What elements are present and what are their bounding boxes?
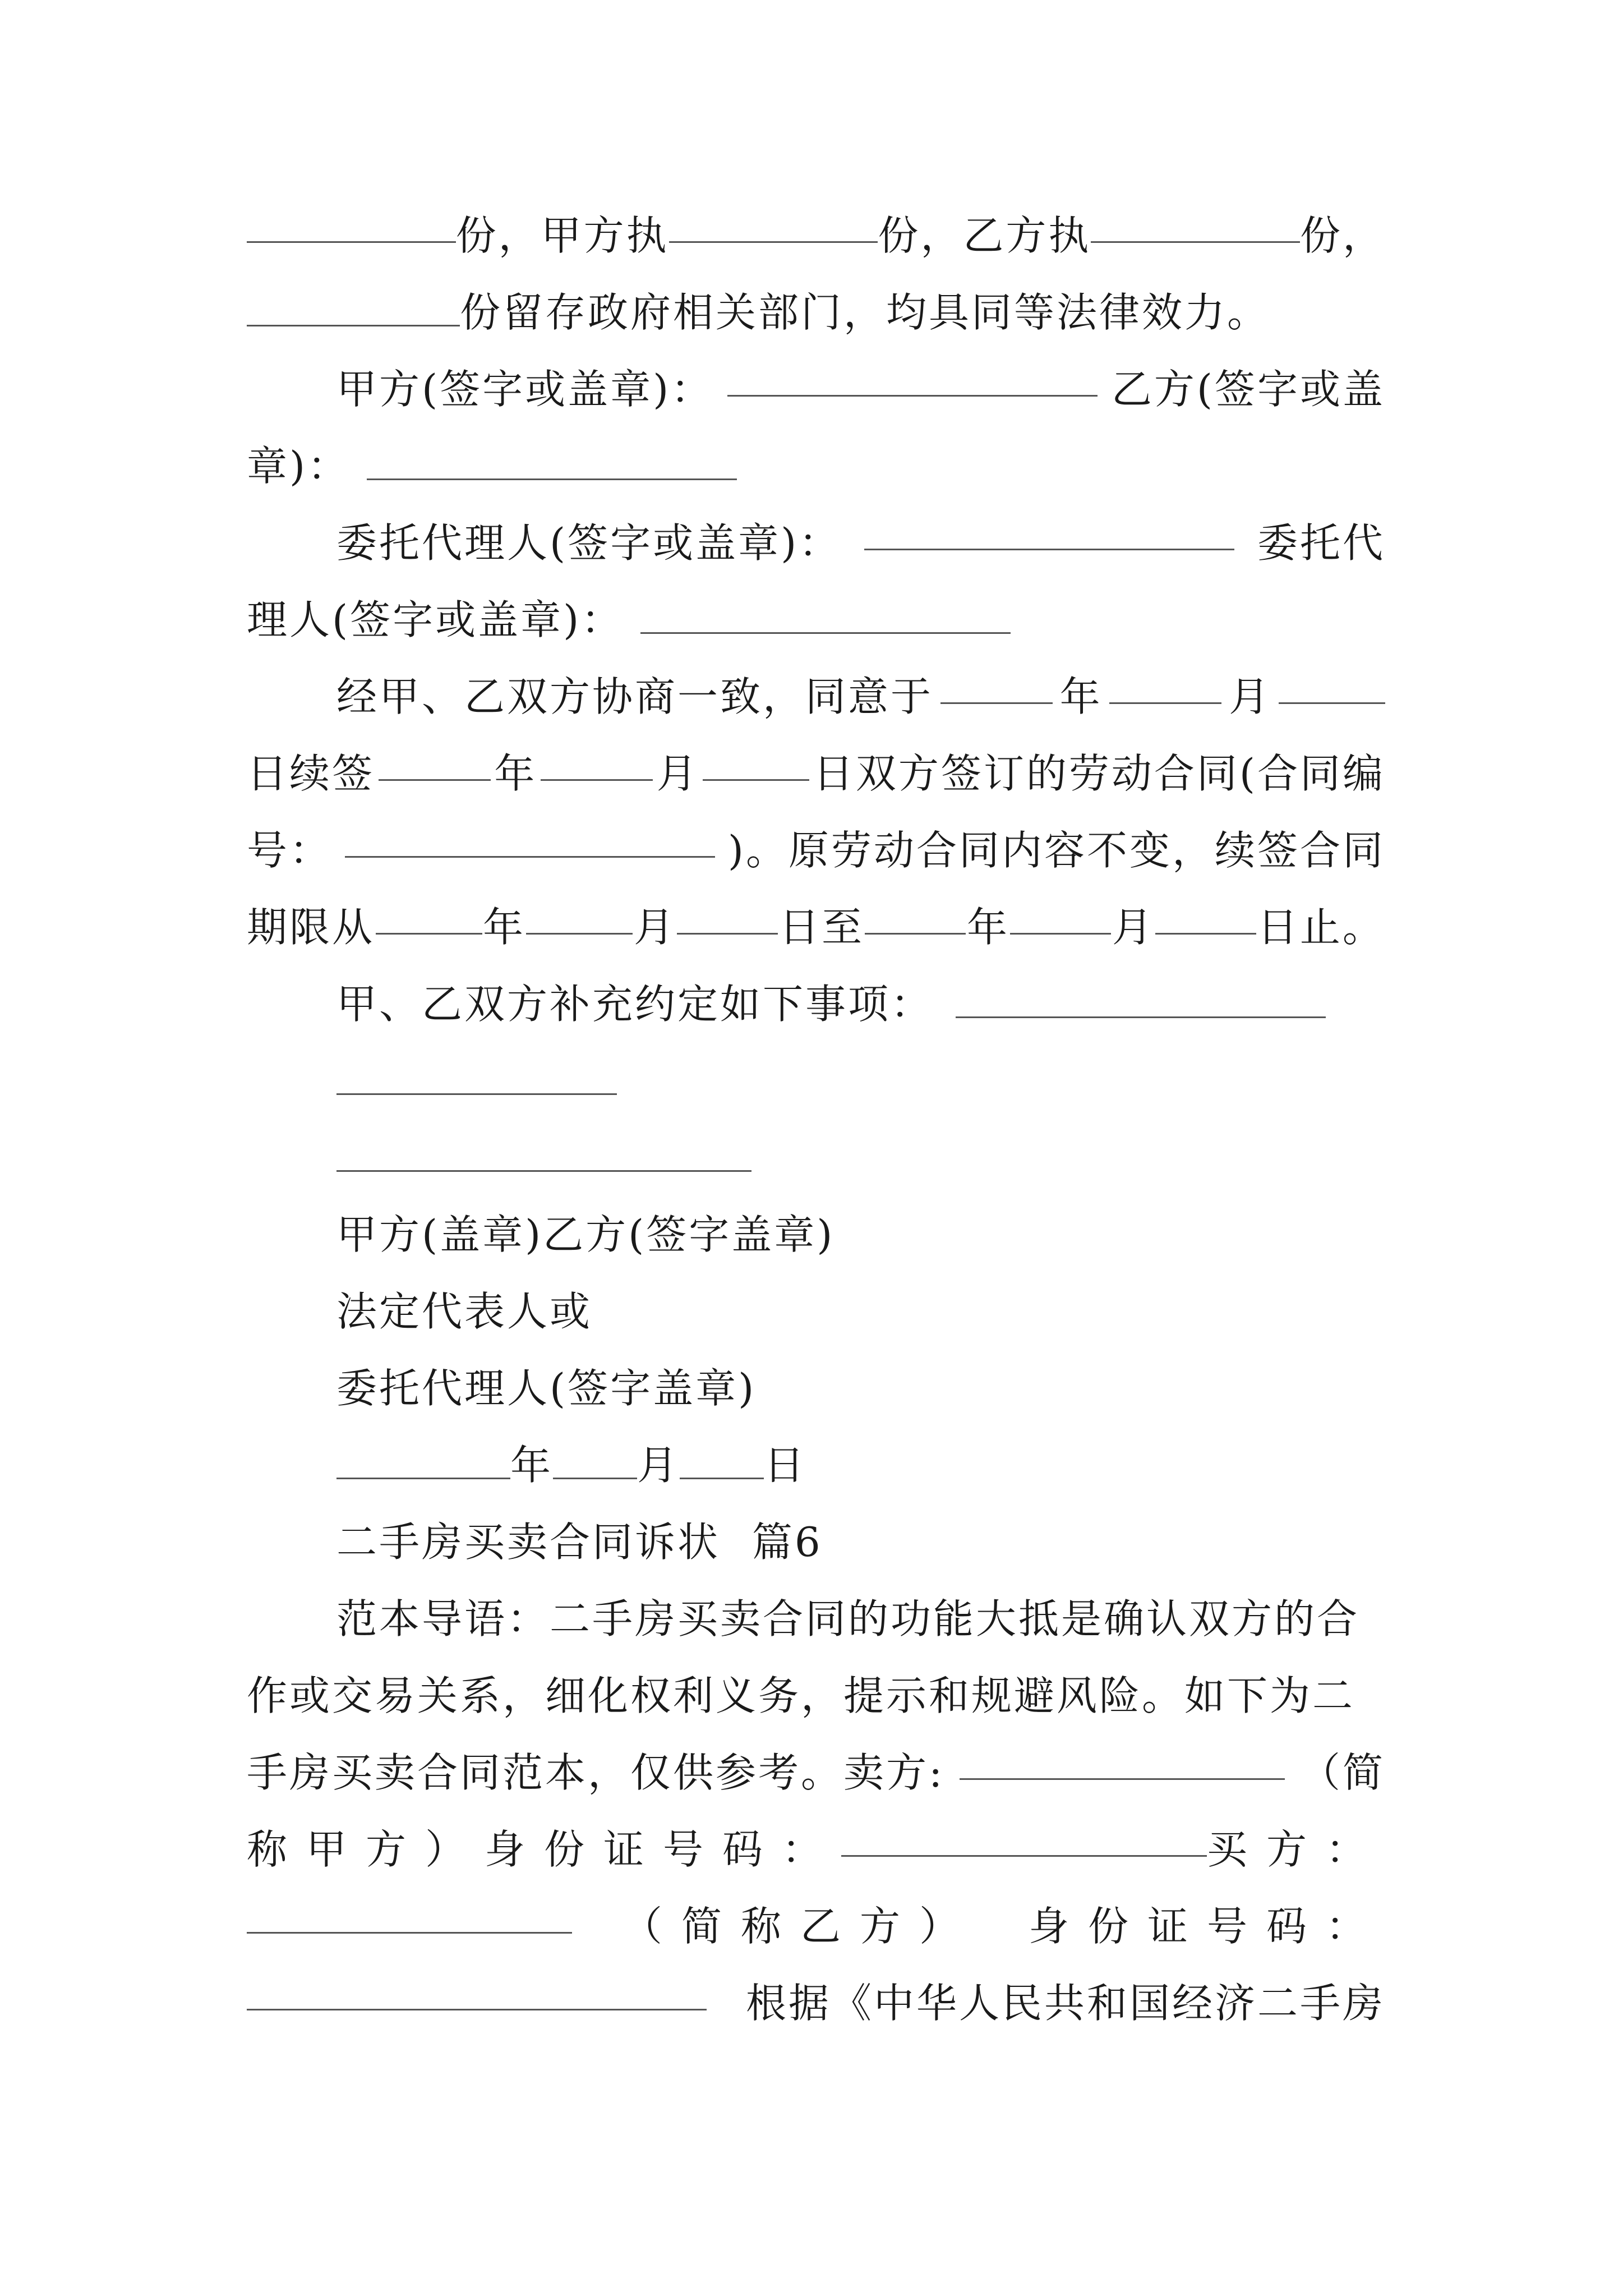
blank-line [1010, 899, 1111, 935]
blank-line [727, 361, 1098, 397]
text-span: 年 [1059, 673, 1103, 720]
text-span: 号： [247, 827, 333, 874]
blank-line [680, 1444, 764, 1479]
text-span: 称甲方） [247, 1826, 485, 1873]
text-span: 日续签 [247, 750, 375, 797]
blank-line [336, 1137, 751, 1172]
text-line: 范本导语：二手房买卖合同的功能大抵是确认双方的合 [336, 1595, 1360, 1642]
signature-line: 法定代表人或 [336, 1288, 593, 1335]
text-span: 年 [494, 750, 537, 797]
blank-line [865, 899, 966, 935]
blank-line [960, 1745, 1285, 1780]
text-span: 份留存政府相关部门，均具同等法律效力。 [460, 289, 1270, 336]
text-span: 理人(签字或盖章)： [247, 596, 624, 643]
text-span: 经甲、乙双方协商一致，同意于 [336, 673, 934, 720]
text-line [336, 361, 1385, 417]
blank-line [703, 746, 809, 781]
text-span: 日至 [778, 904, 864, 951]
text-line [247, 438, 1385, 494]
blank-line [336, 1060, 617, 1095]
blank-line [956, 983, 1326, 1018]
text-span: 手房买卖合同范本，仅供参考。卖方: [247, 1749, 945, 1796]
text-span: 月 [656, 750, 699, 797]
text-span: 身份证号码： [485, 1826, 842, 1873]
text-span: 月 [1112, 904, 1155, 951]
blank-line [345, 822, 715, 858]
text-span: 月 [637, 1442, 680, 1489]
text-line [247, 1898, 1385, 1954]
text-line [247, 899, 1385, 955]
text-span: 日止。 [1257, 904, 1385, 951]
signature-line: 甲方(盖章)乙方(签字盖章) [336, 1211, 835, 1258]
blank-line [1091, 208, 1300, 243]
text-span: 买方： [1206, 1826, 1385, 1873]
blank-line [864, 515, 1234, 550]
blank-line [376, 899, 482, 935]
text-line [247, 208, 1385, 264]
text-span: 甲方(签字或盖章)： [336, 366, 714, 413]
text-line [336, 976, 1385, 1032]
text-span: 年 [510, 1442, 554, 1489]
text-span: 年 [966, 904, 1009, 951]
text-line [247, 1821, 1385, 1878]
blank-line [336, 1444, 510, 1479]
blank-line [247, 208, 456, 243]
text-line [336, 515, 1385, 571]
text-span: 月 [633, 904, 676, 951]
section-heading [336, 1514, 1385, 1570]
text-span: 期限从 [247, 904, 375, 951]
text-line [247, 822, 1385, 878]
text-span: )。原劳动合同内容不变，续签合同 [727, 827, 1385, 874]
date-line [336, 1437, 1385, 1493]
text-span: 根据《中华人民共和国经济二手房 [745, 1980, 1385, 2027]
text-line [247, 746, 1385, 802]
heading-text: 二手房买卖合同诉状 [336, 1519, 721, 1566]
text-span: （简 [1299, 1749, 1385, 1796]
blank-line [1109, 669, 1221, 704]
blank-line [526, 899, 633, 935]
blank-line [841, 1821, 1207, 1857]
text-span: 日双方签订的劳动合同(合同编 [813, 750, 1385, 797]
blank-line [247, 1898, 572, 1934]
blank-row [336, 1130, 1385, 1186]
text-span: 份，乙方执 [878, 212, 1091, 259]
blank-line [1155, 899, 1256, 935]
text-span: 甲、乙双方补充约定如下事项： [336, 981, 934, 1028]
text-span: 年 [482, 904, 525, 951]
text-span: （简称乙方） [621, 1903, 979, 1950]
text-line: 作或交易关系，细化权利义务，提示和规避风险。如下为二 [247, 1672, 1355, 1719]
blank-line [247, 1975, 707, 2010]
blank-line [553, 1444, 637, 1479]
signature-line: 委托代理人(签字盖章) [336, 1365, 757, 1412]
text-span: 委托代 [1257, 519, 1385, 567]
text-span: 份，甲方执 [455, 212, 669, 259]
blank-line [1279, 669, 1385, 704]
blank-line [247, 291, 460, 326]
blank-line [640, 599, 1011, 634]
text-line [336, 669, 1385, 725]
text-span: 日 [764, 1442, 807, 1489]
blank-row [336, 1053, 1385, 1109]
text-line [247, 1975, 1385, 2031]
blank-line [367, 445, 737, 480]
text-span: 乙方(签字或盖 [1111, 366, 1385, 413]
text-line [247, 592, 1385, 648]
blank-line [379, 746, 491, 781]
blank-line [669, 208, 878, 243]
text-span: 月 [1229, 673, 1272, 720]
text-line [247, 284, 1385, 341]
text-span: 份， [1300, 212, 1386, 259]
text-span: 委托代理人(签字或盖章)： [336, 519, 842, 567]
blank-line [541, 746, 653, 781]
text-span: 身份证号码： [1028, 1903, 1385, 1950]
text-span: 章)： [247, 443, 351, 490]
text-line [247, 1745, 1385, 1801]
blank-line [940, 669, 1053, 704]
heading-number: 篇6 [751, 1519, 823, 1566]
blank-line [677, 899, 778, 935]
